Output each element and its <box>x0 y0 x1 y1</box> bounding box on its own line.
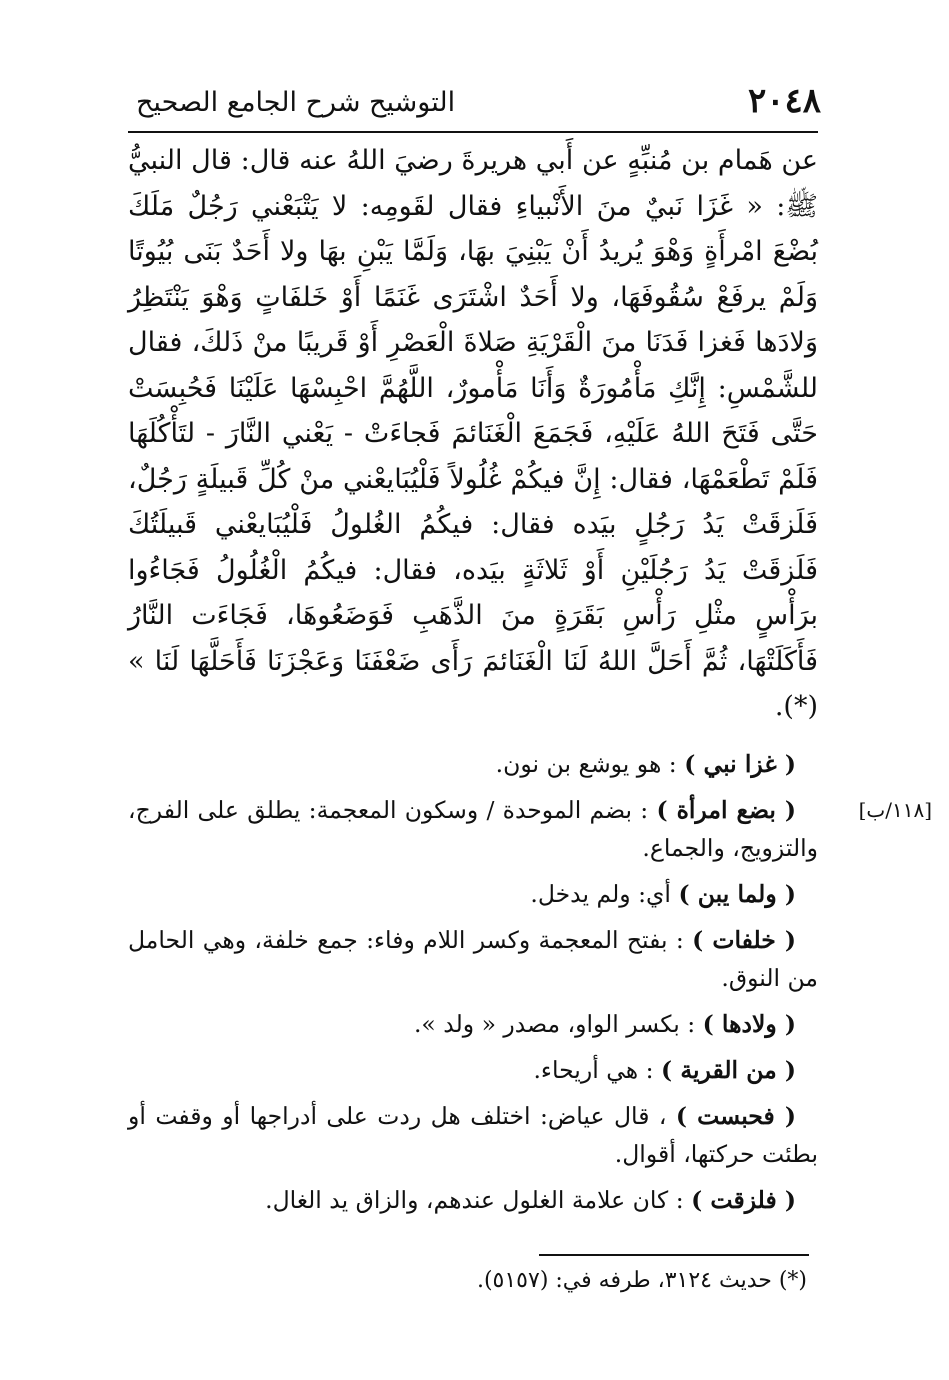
gloss-item <box>128 1051 818 1089</box>
gloss-term: ( فحبست ) <box>675 1102 796 1130</box>
gloss-item <box>128 875 818 913</box>
footnote: (*) حديث ٣١٢٤، طرفه في: (٥١٥٧). <box>476 1268 807 1293</box>
page-number: ٢٠٤٨ <box>747 81 821 121</box>
gloss-term: ( ولادها ) <box>702 1010 796 1038</box>
hadith-text: عن هَمام بن مُنبِّهٍ عن أَبي هريرةَ رضيَ اللهُ عنه قال: قال النبيُّ ﷺ: « غَزَا نَبيٌ منَ الأَنْبياءِ فقال لقَومِه: لا يَتْبَعْني رَجُلٌ مَلَكَ بُضْعَ امْرأَةٍ وَهْوَ يُريدُ أَنْ يَبْنِيَ بهَا، وَلَمَّا يَبْنِ بهَا ولا أَحَدٌ بَنَى بُيُوتًا وَلَمْ يرفَعْ سُقُوفَهَا، ولا أَحَدٌ اشْتَرَى غَنَمًا أَوْ خَلفَاتٍ وَهْوَ يَنْتَظِرُ وَلادَها فَغزا فَدَنَا منَ الْقَرْيَةِ صَلاةَ الْعَصْرِ أَوْ قَريبًا منْ ذَلكَ، فقال للشَّمْسِ: إِنَّكِ مَأْمُورَةٌ وَأَنَا مَأْمورٌ، اللَّهُمَّ احْبِسْهَا عَلَيْنَا فَحُبِسَتْ حَتَّى فَتَحَ اللهُ عَلَيْهِ، فَجَمَعَ الْغَنَائمَ فَجاءَتْ - يَعْني النَّارَ - لتَأْكُلَهَا فَلَمْ تَطْعَمْهَا، فقال: إِنَّ فيكُمْ غُلُولاً فَلْيُبَايعْني منْ كُلِّ قَبيلَةٍ رَجُلٌ، فَلَزقَتْ يَدُ رَجُلٍ بيَده فقال: فيكُمُ الغُلولُ فَلْيُبَايعْني قَبيلَتُكَ فَلَزقَتْ يَدُ رَجُلَيْنِ أَوْ ثَلاثَةٍ بيَده، فقال: فيكُمُ الْغُلُولُ فَجَاءُوا برَأْسٍ مثْلِ رَأْسِ بَقَرَةٍ منَ الذَّهَبِ فَوَضَعُوهَا، فَجَاءَت النَّارُ فَأَكَلَتْهَا، ثُمَّ أَحَلَّ اللهُ لَنَا الْغَنَائمَ رَأَى ضَعْفَنَا وَعَجْزَنَا فَأَحَلَّهَا لَنَا » (*). <box>128 145 818 722</box>
footnote-rule <box>539 1254 809 1256</box>
gloss-text: ، قال عياض: اختلف هل ردت على أدراجها أو وقفت أو بطئت حركتها، أقوال. <box>128 1102 818 1168</box>
gloss-item <box>128 745 818 783</box>
header-rule <box>128 131 818 133</box>
gloss-text: : بفتح المعجمة وكسر اللام وفاء: جمع خلفة، وهي الحامل من النوق. <box>128 926 818 992</box>
gloss-text: أي: ولم يدخل. <box>530 880 671 908</box>
glosses <box>128 745 818 1227</box>
gloss-text: : هي أريحاء. <box>533 1056 654 1084</box>
gloss-term: ( خلفات ) <box>692 926 796 954</box>
gloss-item <box>128 1181 818 1219</box>
margin-folio-note: [١١٨/ب] <box>858 798 932 822</box>
gloss-term: ( ولما يبن ) <box>678 880 796 908</box>
gloss-term: ( فلزقت ) <box>691 1186 796 1214</box>
gloss-text: : بكسر الواو، مصدر « ولد ». <box>413 1010 696 1038</box>
gloss-term: ( غزا نبي ) <box>684 750 796 778</box>
running-title: التوشيح شرح الجامع الصحيح <box>136 87 456 118</box>
gloss-item <box>128 791 818 867</box>
gloss-text: : كان علامة الغلول عندهم، والزاق يد الغال. <box>265 1186 684 1214</box>
gloss-text: : بضم الموحدة / وسكون المعجمة: يطلق على الفرج، والتزويج، والجماع. <box>128 796 818 862</box>
gloss-text: : هو يوشع بن نون. <box>495 750 677 778</box>
gloss-term: ( بضع امرأة ) <box>656 796 796 824</box>
gloss-term: ( من القرية ) <box>661 1056 796 1084</box>
gloss-item <box>128 1005 818 1043</box>
gloss-item <box>128 1097 818 1173</box>
gloss-item <box>128 921 818 997</box>
